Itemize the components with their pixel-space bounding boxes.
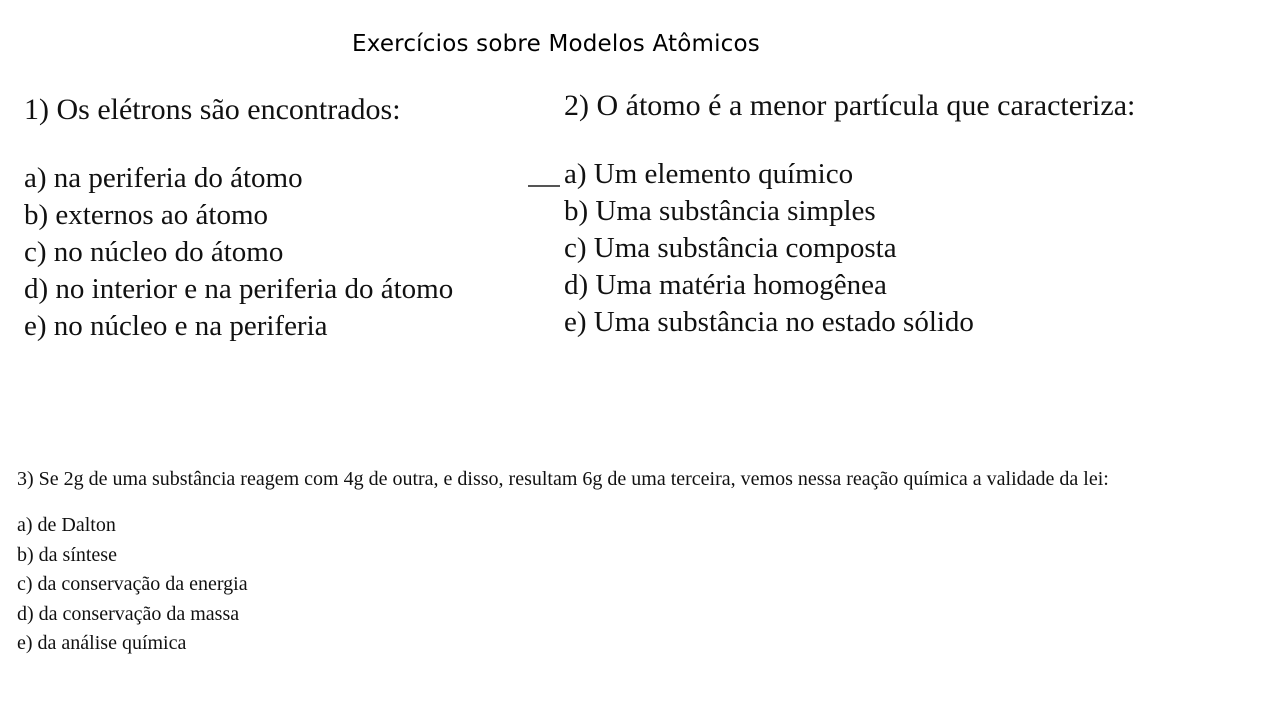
question-1-option-c: c) no núcleo do átomo xyxy=(24,236,284,268)
question-2-options xyxy=(564,156,1135,341)
question-3-option-b: b) da síntese xyxy=(17,543,117,566)
question-1-option-d: d) no interior e na periferia do átomo xyxy=(24,273,454,305)
question-2-option-b: b) Uma substância simples xyxy=(564,195,876,227)
question-3-stem: 3) Se 2g de uma substância reagem com 4g de outra, e disso, resultam 6g de uma terceira, vemos nessa reação química a validade da lei: xyxy=(17,468,1109,490)
question-3 xyxy=(17,465,1267,659)
question-3-option-e: e) da análise química xyxy=(17,632,187,654)
question-3-option-c: c) da conservação da energia xyxy=(17,573,248,595)
question-1-option-b: b) externos ao átomo xyxy=(24,199,269,231)
question-1 xyxy=(24,92,453,345)
question-1-option-a: a) na periferia do átomo xyxy=(24,162,303,194)
question-2-stem: 2) O átomo é a menor partícula que caracteriza: xyxy=(564,89,1136,122)
question-1-options xyxy=(24,160,453,345)
question-3-options xyxy=(17,511,1267,659)
question-2 xyxy=(564,88,1135,341)
question-2-option-e: e) Uma substância no estado sólido xyxy=(564,306,974,338)
question-3-option-d: d) da conservação da massa xyxy=(17,602,240,625)
question-2-option-a: a) Um elemento químico xyxy=(564,158,854,190)
question-1-option-e: e) no núcleo e na periferia xyxy=(24,310,328,342)
page-title: Exercícios sobre Modelos Atômicos xyxy=(352,31,760,57)
answer-blank-line xyxy=(528,185,560,187)
question-2-option-d: d) Uma matéria homogênea xyxy=(564,269,887,301)
question-3-option-a: a) de Dalton xyxy=(17,514,116,536)
question-1-stem: 1) Os elétrons são encontrados: xyxy=(24,93,401,126)
question-2-option-c: c) Uma substância composta xyxy=(564,232,897,264)
